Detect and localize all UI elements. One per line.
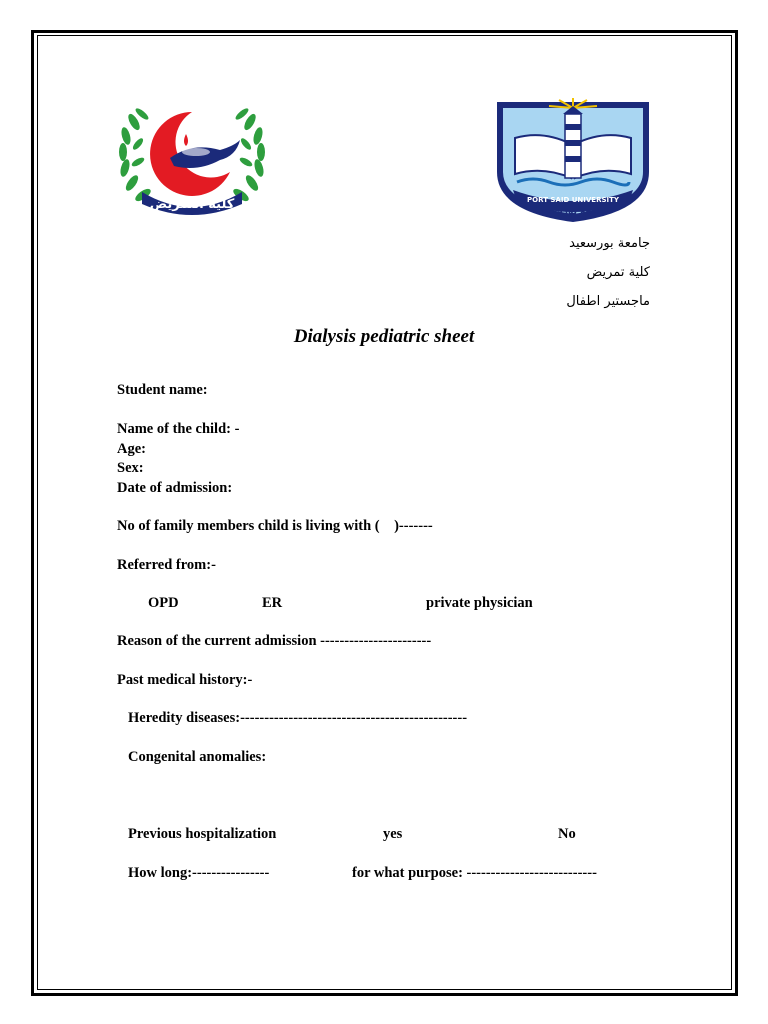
sheet-title: Dialysis pediatric sheet bbox=[293, 326, 475, 347]
option-private-physician: private physician bbox=[426, 595, 533, 611]
option-opd: OPD bbox=[148, 595, 179, 611]
purpose-label: for what purpose: --------------------------- bbox=[352, 865, 597, 881]
child-name-label: Name of the child: - bbox=[117, 421, 240, 437]
university-name-arabic: جامعة بورسعيد bbox=[569, 236, 650, 251]
previous-hospitalization-label: Previous hospitalization bbox=[128, 826, 277, 842]
port-said-university-logo bbox=[493, 94, 653, 224]
faculty-name-arabic: كلية تمريض bbox=[586, 265, 650, 280]
date-of-admission-label: Date of admission: bbox=[117, 480, 233, 496]
heredity-diseases-label: Heredity diseases:----------------------------------------------- bbox=[128, 710, 468, 726]
how-long-label: How long:---------------- bbox=[128, 865, 270, 881]
past-medical-history-label: Past medical history:- bbox=[117, 672, 253, 688]
option-yes: yes bbox=[383, 826, 403, 842]
congenital-anomalies-label: Congenital anomalies: bbox=[128, 749, 267, 765]
student-name-label: Student name: bbox=[117, 382, 208, 398]
university-logo-arabic: جامعة بورسعيد bbox=[539, 207, 607, 217]
nursing-logo-text: كلية التمريض bbox=[149, 197, 235, 212]
program-name-arabic: ماجستير اطفال bbox=[566, 294, 650, 309]
family-members-label: No of family members child is living with ( )------- bbox=[117, 518, 433, 534]
referred-from-label: Referred from:- bbox=[117, 557, 216, 573]
sex-label: Sex: bbox=[117, 460, 144, 476]
nursing-faculty-logo bbox=[112, 100, 272, 220]
university-logo-text: PORT SAID UNIVERSITY bbox=[527, 196, 619, 204]
age-label: Age: bbox=[117, 441, 146, 457]
option-no: No bbox=[558, 826, 576, 842]
option-er: ER bbox=[262, 595, 283, 611]
reason-admission-label: Reason of the current admission ----------------------- bbox=[117, 633, 432, 649]
